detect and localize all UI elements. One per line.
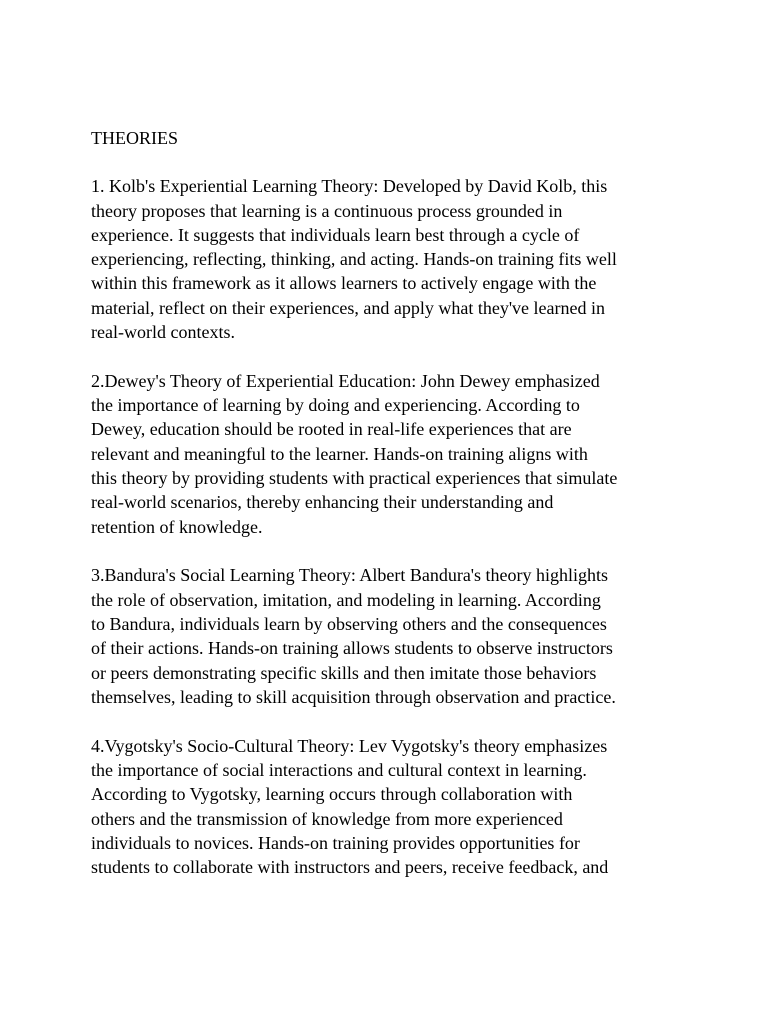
text-line: 1. Kolb's Experiential Learning Theory: Developed by David Kolb, this xyxy=(91,176,608,197)
paragraph-kolb xyxy=(91,174,691,344)
text-line: material, reflect on their experiences, and apply what they've learned in xyxy=(91,297,606,318)
text-line: Dewey, education should be rooted in real-life experiences that are xyxy=(91,419,572,440)
text-line: According to Vygotsky, learning occurs through collaboration with xyxy=(91,784,573,805)
text-line: to Bandura, individuals learn by observing others and the consequences xyxy=(91,614,607,635)
paragraph-bandura xyxy=(91,563,691,709)
text-line: 4.Vygotsky's Socio-Cultural Theory: Lev Vygotsky's theory emphasizes xyxy=(91,735,608,756)
paragraph-vygotsky xyxy=(91,734,691,880)
text-line: experience. It suggests that individuals learn best through a cycle of xyxy=(91,224,580,245)
text-line: students to collaborate with instructors and peers, receive feedback, and xyxy=(91,857,609,878)
text-line: experiencing, reflecting, thinking, and acting. Hands-on training fits well xyxy=(91,249,617,270)
document-title: THEORIES xyxy=(91,128,178,148)
text-line: 2.Dewey's Theory of Experiential Education: John Dewey emphasized xyxy=(91,370,600,391)
text-line: 3.Bandura's Social Learning Theory: Albert Bandura's theory highlights xyxy=(91,565,609,586)
text-line: individuals to novices. Hands-on training provides opportunities for xyxy=(91,832,580,853)
text-line: relevant and meaningful to the learner. Hands-on training aligns with xyxy=(91,443,588,464)
text-line: themselves, leading to skill acquisition through observation and practice. xyxy=(91,686,616,707)
paragraph-dewey xyxy=(91,369,691,539)
text-line: theory proposes that learning is a continuous process grounded in xyxy=(91,200,563,221)
text-line: the importance of learning by doing and experiencing. According to xyxy=(91,395,580,416)
text-line: the role of observation, imitation, and modeling in learning. According xyxy=(91,589,601,610)
text-line: real-world scenarios, thereby enhancing their understanding and xyxy=(91,492,554,513)
text-line: of their actions. Hands-on training allows students to observe instructors xyxy=(91,638,613,659)
text-line: retention of knowledge. xyxy=(91,516,263,537)
document-body xyxy=(91,126,691,904)
text-line: real-world contexts. xyxy=(91,322,235,343)
text-line: this theory by providing students with practical experiences that simulate xyxy=(91,468,618,489)
text-line: others and the transmission of knowledge from more experienced xyxy=(91,808,563,829)
text-line: within this framework as it allows learners to actively engage with the xyxy=(91,273,597,294)
text-line: or peers demonstrating specific skills and then imitate those behaviors xyxy=(91,662,597,683)
text-line: the importance of social interactions and cultural context in learning. xyxy=(91,760,587,781)
